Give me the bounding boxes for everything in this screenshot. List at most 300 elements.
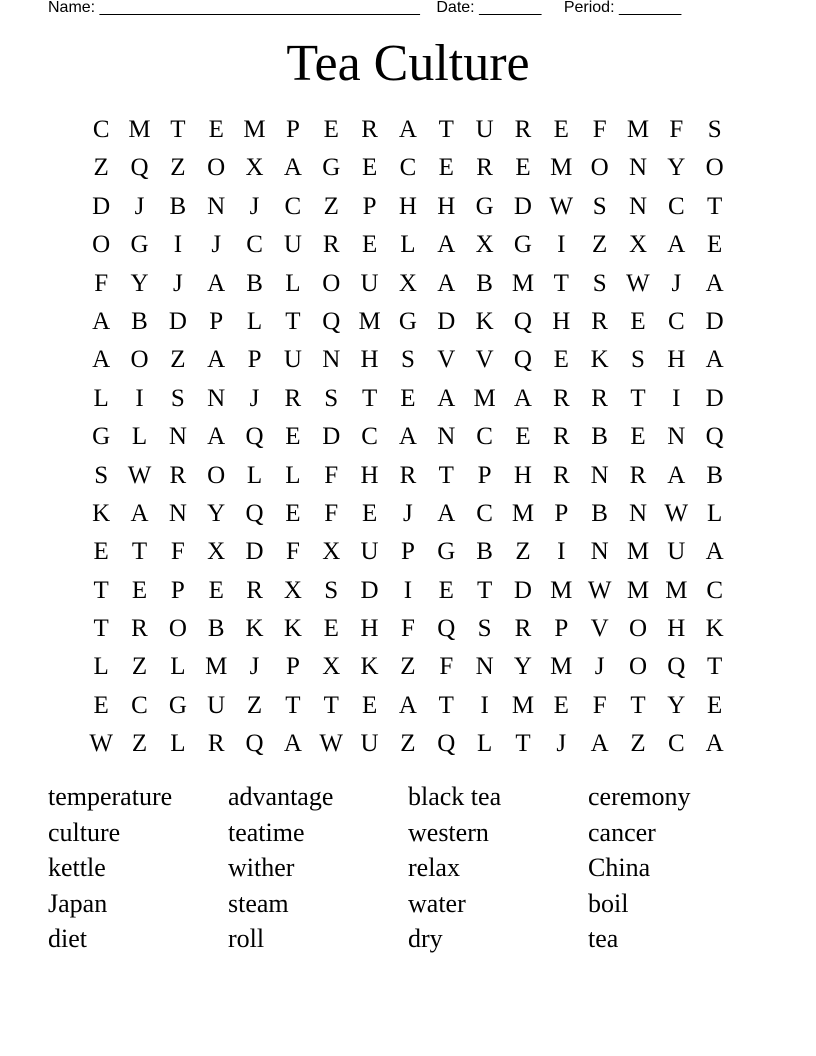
grid-letter[interactable]: X: [322, 538, 341, 566]
grid-letter[interactable]: A: [437, 384, 456, 412]
grid-letter[interactable]: A: [437, 231, 456, 259]
grid-letter[interactable]: Z: [93, 154, 109, 182]
grid-letter[interactable]: E: [630, 307, 646, 335]
grid-letter[interactable]: N: [667, 423, 686, 451]
grid-letter[interactable]: I: [672, 384, 681, 412]
grid-letter[interactable]: I: [403, 576, 413, 604]
grid-letter[interactable]: D: [168, 307, 187, 335]
grid-letter[interactable]: Z: [323, 192, 339, 220]
grid-letter[interactable]: Y: [513, 653, 532, 681]
grid-letter[interactable]: L: [476, 730, 493, 758]
grid-letter[interactable]: N: [628, 192, 648, 220]
grid-letter[interactable]: Y: [130, 269, 149, 297]
grid-letter[interactable]: A: [513, 384, 532, 412]
grid-letter[interactable]: D: [245, 538, 264, 566]
grid-letter[interactable]: S: [324, 576, 339, 604]
grid-letter[interactable]: E: [707, 231, 723, 259]
grid-letter[interactable]: A: [207, 346, 226, 374]
grid-letter[interactable]: E: [93, 691, 109, 719]
grid-letter[interactable]: F: [324, 499, 339, 527]
grid-letter[interactable]: S: [170, 384, 185, 412]
grid-letter[interactable]: U: [475, 116, 494, 143]
grid-letter[interactable]: E: [361, 691, 378, 719]
grid-letter[interactable]: R: [552, 423, 570, 451]
grid-letter[interactable]: G: [398, 307, 417, 335]
grid-letter[interactable]: K: [590, 346, 609, 374]
grid-letter[interactable]: M: [626, 538, 650, 566]
grid-letter[interactable]: D: [705, 307, 724, 335]
grid-letter[interactable]: A: [590, 730, 609, 758]
grid-letter[interactable]: M: [511, 691, 535, 719]
grid-letter[interactable]: T: [707, 192, 723, 220]
grid-letter[interactable]: R: [514, 615, 532, 643]
grid-letter[interactable]: C: [667, 192, 685, 220]
grid-letter[interactable]: U: [360, 538, 379, 566]
grid-letter[interactable]: B: [591, 499, 608, 527]
grid-letter[interactable]: I: [173, 231, 183, 259]
grid-letter[interactable]: O: [628, 615, 648, 643]
grid-letter[interactable]: R: [399, 461, 417, 489]
grid-letter[interactable]: A: [437, 269, 456, 297]
grid-letter[interactable]: T: [93, 576, 109, 604]
grid-letter[interactable]: M: [511, 269, 535, 297]
grid-letter[interactable]: J: [249, 192, 260, 220]
grid-letter[interactable]: R: [246, 576, 263, 604]
grid-letter[interactable]: N: [437, 423, 456, 451]
grid-letter[interactable]: I: [557, 231, 566, 259]
grid-letter[interactable]: A: [92, 346, 111, 374]
grid-letter[interactable]: S: [400, 346, 415, 374]
grid-letter[interactable]: C: [92, 116, 110, 143]
grid-letter[interactable]: Y: [667, 691, 686, 719]
grid-letter[interactable]: L: [170, 730, 186, 758]
grid-letter[interactable]: P: [285, 116, 300, 143]
grid-letter[interactable]: L: [93, 384, 109, 412]
grid-letter[interactable]: M: [665, 576, 688, 604]
grid-letter[interactable]: D: [513, 192, 532, 220]
grid-letter[interactable]: E: [323, 615, 339, 643]
grid-letter[interactable]: E: [553, 346, 569, 374]
grid-letter[interactable]: E: [553, 691, 569, 719]
grid-letter[interactable]: X: [628, 231, 648, 259]
grid-letter[interactable]: T: [630, 384, 646, 412]
grid-letter[interactable]: B: [476, 269, 493, 297]
grid-letter[interactable]: W: [664, 499, 689, 527]
grid-letter[interactable]: M: [243, 116, 266, 143]
grid-letter[interactable]: B: [246, 269, 263, 297]
grid-letter[interactable]: Q: [245, 499, 264, 527]
grid-letter[interactable]: A: [705, 538, 724, 566]
grid-letter[interactable]: Y: [667, 154, 686, 182]
grid-letter[interactable]: G: [437, 538, 456, 566]
grid-letter[interactable]: Z: [131, 653, 148, 681]
grid-letter[interactable]: D: [437, 307, 456, 335]
grid-letter[interactable]: E: [285, 499, 301, 527]
grid-letter[interactable]: F: [592, 691, 607, 719]
grid-letter[interactable]: H: [360, 615, 379, 643]
grid-letter[interactable]: T: [285, 691, 301, 719]
grid-letter[interactable]: E: [515, 423, 531, 451]
grid-letter[interactable]: M: [626, 576, 650, 604]
grid-letter[interactable]: X: [245, 154, 264, 182]
word-bank-item: culture: [48, 817, 121, 847]
grid-letter[interactable]: E: [93, 538, 109, 566]
grid-letter[interactable]: N: [590, 538, 609, 566]
grid-letter[interactable]: B: [131, 307, 148, 335]
grid-letter[interactable]: W: [587, 576, 612, 604]
grid-letter[interactable]: M: [358, 307, 381, 335]
grid-letter[interactable]: O: [168, 615, 187, 643]
grid-letter[interactable]: C: [476, 423, 493, 451]
grid-letter[interactable]: R: [322, 231, 340, 259]
grid-letter[interactable]: Z: [246, 691, 263, 719]
date-field[interactable]: Date: _______: [436, 0, 542, 16]
grid-letter[interactable]: A: [283, 730, 302, 758]
grid-letter[interactable]: N: [168, 499, 187, 527]
grid-letter[interactable]: S: [324, 384, 339, 412]
grid-letter[interactable]: Z: [170, 154, 186, 182]
grid-letter[interactable]: G: [513, 231, 532, 259]
grid-letter[interactable]: Q: [437, 615, 456, 643]
grid-letter[interactable]: T: [438, 116, 454, 143]
grid-letter[interactable]: T: [553, 269, 569, 297]
grid-letter[interactable]: E: [208, 116, 224, 143]
grid-letter[interactable]: C: [706, 576, 724, 604]
grid-letter[interactable]: U: [360, 269, 379, 297]
grid-letter[interactable]: R: [207, 730, 225, 758]
grid-letter[interactable]: K: [475, 307, 494, 335]
grid-letter[interactable]: E: [361, 154, 378, 182]
grid-letter[interactable]: C: [246, 231, 263, 259]
grid-letter[interactable]: I: [557, 538, 566, 566]
grid-letter[interactable]: B: [476, 538, 493, 566]
grid-letter[interactable]: T: [438, 461, 454, 489]
grid-letter[interactable]: E: [208, 576, 224, 604]
grid-letter[interactable]: R: [284, 384, 302, 412]
grid-letter[interactable]: U: [360, 730, 379, 758]
grid-letter[interactable]: R: [629, 461, 647, 489]
grid-letter[interactable]: H: [513, 461, 532, 489]
grid-letter[interactable]: R: [591, 307, 608, 335]
grid-letter[interactable]: D: [513, 576, 532, 604]
grid-letter[interactable]: C: [667, 730, 685, 758]
grid-letter[interactable]: A: [130, 499, 149, 527]
grid-letter[interactable]: J: [172, 269, 183, 297]
grid-letter[interactable]: J: [556, 730, 567, 758]
grid-letter[interactable]: E: [285, 423, 301, 451]
grid-letter[interactable]: Z: [515, 538, 531, 566]
grid-letter[interactable]: P: [477, 461, 492, 489]
grid-letter[interactable]: L: [285, 269, 301, 297]
grid-letter[interactable]: K: [283, 615, 302, 643]
grid-letter[interactable]: T: [131, 538, 148, 566]
grid-letter[interactable]: T: [438, 691, 454, 719]
grid-letter[interactable]: Q: [245, 423, 264, 451]
grid-letter[interactable]: X: [283, 576, 302, 604]
grid-letter[interactable]: M: [550, 154, 573, 182]
grid-letter[interactable]: H: [360, 346, 379, 374]
grid-letter[interactable]: E: [438, 154, 454, 182]
grid-letter[interactable]: P: [209, 307, 224, 335]
grid-letter[interactable]: X: [207, 538, 226, 566]
grid-letter[interactable]: I: [135, 384, 144, 412]
grid-letter[interactable]: M: [550, 653, 573, 681]
grid-letter[interactable]: C: [131, 691, 148, 719]
grid-letter[interactable]: R: [552, 384, 570, 412]
grid-letter[interactable]: N: [628, 154, 648, 182]
grid-letter[interactable]: L: [246, 461, 263, 489]
grid-letter[interactable]: E: [323, 116, 339, 143]
grid-letter[interactable]: O: [207, 154, 226, 182]
grid-letter[interactable]: D: [360, 576, 379, 604]
grid-letter[interactable]: T: [476, 576, 493, 604]
grid-letter[interactable]: L: [246, 307, 263, 335]
grid-letter[interactable]: J: [403, 499, 413, 527]
grid-letter[interactable]: F: [400, 615, 415, 643]
grid-letter[interactable]: A: [283, 154, 302, 182]
grid-letter[interactable]: P: [362, 192, 377, 220]
grid-letter[interactable]: O: [322, 269, 341, 297]
grid-letter[interactable]: P: [285, 653, 300, 681]
grid-letter[interactable]: J: [134, 192, 145, 220]
grid-letter[interactable]: M: [550, 576, 573, 604]
grid-letter[interactable]: T: [285, 307, 301, 335]
grid-letter[interactable]: U: [283, 231, 302, 259]
grid-letter[interactable]: S: [631, 346, 645, 374]
grid-letter[interactable]: A: [398, 691, 417, 719]
grid-letter[interactable]: R: [514, 116, 532, 143]
grid-letter[interactable]: A: [705, 269, 724, 297]
grid-letter[interactable]: U: [283, 346, 302, 374]
grid-letter[interactable]: X: [475, 231, 494, 259]
grid-letter[interactable]: R: [476, 154, 493, 182]
grid-letter[interactable]: X: [322, 653, 341, 681]
grid-letter[interactable]: A: [398, 116, 417, 143]
grid-letter[interactable]: C: [361, 423, 378, 451]
grid-letter[interactable]: N: [628, 499, 648, 527]
grid-letter[interactable]: O: [130, 346, 149, 374]
grid-letter[interactable]: Z: [170, 346, 186, 374]
period-field[interactable]: Period: _______: [563, 0, 682, 16]
grid-letter[interactable]: Q: [322, 307, 341, 335]
grid-letter[interactable]: C: [284, 192, 302, 220]
grid-letter[interactable]: F: [669, 116, 684, 143]
grid-letter[interactable]: O: [590, 154, 609, 182]
grid-letter[interactable]: B: [591, 423, 608, 451]
grid-letter[interactable]: Z: [592, 231, 608, 259]
grid-letter[interactable]: T: [707, 653, 723, 681]
grid-letter[interactable]: Z: [630, 730, 646, 758]
grid-letter[interactable]: J: [211, 231, 222, 259]
grid-letter[interactable]: V: [590, 615, 609, 643]
grid-letter[interactable]: M: [128, 116, 151, 143]
grid-letter[interactable]: C: [667, 307, 685, 335]
grid-letter[interactable]: L: [131, 423, 148, 451]
grid-letter[interactable]: Y: [207, 499, 226, 527]
grid-letter[interactable]: B: [169, 192, 187, 220]
grid-letter[interactable]: Q: [245, 730, 264, 758]
grid-letter[interactable]: L: [707, 499, 723, 527]
grid-letter[interactable]: D: [705, 384, 724, 412]
grid-letter[interactable]: T: [361, 384, 378, 412]
grid-letter[interactable]: J: [671, 269, 682, 297]
grid-letter[interactable]: V: [437, 346, 456, 374]
grid-letter[interactable]: S: [592, 192, 607, 220]
grid-letter[interactable]: U: [207, 691, 226, 719]
grid-letter[interactable]: E: [361, 499, 378, 527]
grid-letter[interactable]: J: [249, 653, 260, 681]
grid-letter[interactable]: A: [667, 461, 686, 489]
grid-letter[interactable]: R: [169, 461, 187, 489]
grid-letter[interactable]: W: [127, 461, 152, 489]
grid-letter[interactable]: E: [361, 231, 378, 259]
grid-letter[interactable]: O: [705, 154, 724, 182]
grid-row: [82, 418, 734, 456]
grid-letter[interactable]: A: [705, 346, 724, 374]
grid-letter[interactable]: L: [170, 653, 186, 681]
grid-letter[interactable]: T: [630, 691, 646, 719]
word-bank-item: Japan: [48, 888, 108, 918]
grid-letter[interactable]: E: [131, 576, 148, 604]
grid-letter[interactable]: M: [511, 499, 535, 527]
grid-letter[interactable]: S: [94, 461, 109, 489]
grid-letter[interactable]: P: [554, 499, 569, 527]
grid-letter[interactable]: Z: [400, 730, 416, 758]
grid-letter[interactable]: Q: [513, 307, 532, 335]
grid-letter[interactable]: F: [439, 653, 454, 681]
grid-row: [82, 265, 734, 303]
grid-letter[interactable]: N: [207, 192, 226, 220]
grid-letter[interactable]: W: [89, 730, 113, 758]
grid-letter[interactable]: M: [626, 116, 650, 143]
grid-letter[interactable]: N: [475, 653, 494, 681]
grid-letter[interactable]: O: [92, 231, 111, 259]
grid-letter[interactable]: N: [168, 423, 187, 451]
grid-letter[interactable]: M: [205, 653, 228, 681]
letter-grid[interactable]: [82, 111, 734, 764]
grid-letter[interactable]: K: [360, 653, 379, 681]
grid-letter[interactable]: U: [667, 538, 686, 566]
grid-letter[interactable]: H: [360, 461, 379, 489]
grid-letter[interactable]: Q: [437, 730, 456, 758]
grid-letter[interactable]: P: [400, 538, 415, 566]
grid-letter[interactable]: N: [590, 461, 609, 489]
grid-letter[interactable]: T: [323, 691, 339, 719]
grid-letter[interactable]: F: [592, 116, 607, 143]
grid-letter[interactable]: O: [628, 653, 648, 681]
grid-letter[interactable]: H: [667, 615, 686, 643]
grid-letter[interactable]: E: [515, 154, 531, 182]
grid-letter[interactable]: K: [92, 499, 111, 527]
grid-letter[interactable]: Z: [400, 653, 416, 681]
grid-letter[interactable]: B: [706, 461, 724, 489]
name-field[interactable]: Name: ____________________________________: [48, 0, 420, 16]
word-bank-item: wither: [228, 853, 295, 883]
grid-letter[interactable]: T: [93, 615, 109, 643]
grid-letter[interactable]: E: [707, 691, 723, 719]
grid-letter[interactable]: S: [707, 116, 722, 143]
grid-letter[interactable]: F: [324, 461, 339, 489]
grid-letter[interactable]: V: [475, 346, 494, 374]
grid-letter[interactable]: L: [93, 653, 109, 681]
grid-letter[interactable]: Q: [513, 346, 532, 374]
grid-letter[interactable]: O: [207, 461, 226, 489]
grid-letter[interactable]: J: [594, 653, 605, 681]
grid-letter[interactable]: A: [705, 730, 724, 758]
grid-letter[interactable]: R: [131, 615, 148, 643]
grid-letter[interactable]: F: [94, 269, 109, 297]
grid-letter[interactable]: A: [92, 307, 111, 335]
grid-letter[interactable]: S: [477, 615, 492, 643]
grid-letter[interactable]: I: [480, 691, 489, 719]
grid-letter[interactable]: E: [400, 384, 416, 412]
grid-letter[interactable]: G: [130, 231, 149, 259]
grid-letter[interactable]: F: [170, 538, 185, 566]
grid-letter[interactable]: N: [207, 384, 226, 412]
grid-row: [82, 303, 734, 341]
grid-letter[interactable]: R: [361, 116, 378, 143]
grid-letter[interactable]: A: [398, 423, 417, 451]
grid-letter[interactable]: L: [285, 461, 301, 489]
grid-letter[interactable]: Q: [667, 653, 686, 681]
grid-letter[interactable]: P: [554, 615, 569, 643]
grid-letter[interactable]: B: [207, 615, 225, 643]
grid-letter[interactable]: G: [92, 423, 111, 451]
grid-letter[interactable]: D: [322, 423, 341, 451]
grid-letter[interactable]: E: [553, 116, 569, 143]
grid-letter[interactable]: H: [552, 307, 571, 335]
grid-letter[interactable]: E: [630, 423, 646, 451]
grid-letter[interactable]: T: [515, 730, 531, 758]
grid-letter[interactable]: J: [249, 384, 260, 412]
grid-letter[interactable]: S: [592, 269, 607, 297]
grid-letter[interactable]: X: [398, 269, 417, 297]
grid-letter[interactable]: Q: [130, 154, 149, 182]
word-bank-item: temperature: [48, 782, 173, 811]
grid-letter[interactable]: W: [626, 269, 650, 297]
grid-letter[interactable]: Q: [705, 423, 724, 451]
grid-letter[interactable]: K: [705, 615, 724, 643]
grid-letter[interactable]: A: [437, 499, 456, 527]
grid-letter[interactable]: R: [591, 384, 608, 412]
grid-letter[interactable]: A: [207, 269, 226, 297]
grid-letter[interactable]: A: [667, 231, 686, 259]
grid-letter[interactable]: P: [170, 576, 185, 604]
grid-letter[interactable]: W: [549, 192, 574, 220]
grid-letter[interactable]: G: [322, 154, 341, 182]
grid-letter[interactable]: R: [552, 461, 570, 489]
grid-letter[interactable]: H: [667, 346, 686, 374]
grid-letter[interactable]: K: [245, 615, 264, 643]
grid-letter[interactable]: G: [475, 192, 494, 220]
grid-letter[interactable]: C: [399, 154, 417, 182]
grid-letter[interactable]: H: [437, 192, 456, 220]
grid-letter[interactable]: D: [92, 192, 111, 220]
grid-letter[interactable]: N: [322, 346, 341, 374]
grid-letter[interactable]: L: [400, 231, 416, 259]
grid-letter[interactable]: F: [285, 538, 300, 566]
grid-letter[interactable]: A: [207, 423, 226, 451]
grid-letter[interactable]: T: [170, 116, 186, 143]
grid-letter[interactable]: W: [319, 730, 344, 758]
grid-letter[interactable]: H: [398, 192, 417, 220]
grid-letter[interactable]: Z: [131, 730, 148, 758]
grid-letter[interactable]: G: [168, 691, 187, 719]
grid-letter[interactable]: E: [438, 576, 454, 604]
grid-letter[interactable]: C: [476, 499, 493, 527]
grid-letter[interactable]: M: [473, 384, 496, 412]
grid-letter[interactable]: P: [247, 346, 262, 374]
